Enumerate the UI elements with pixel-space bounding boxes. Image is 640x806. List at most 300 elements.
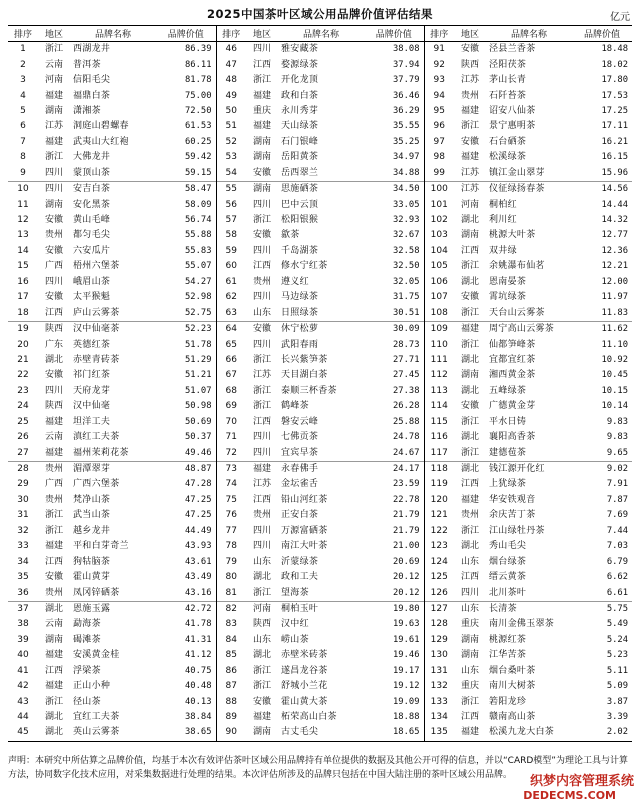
table-row (8, 477, 632, 492)
cell-rank: 39 (17, 634, 29, 645)
cell-rank: 92 (433, 59, 445, 70)
table-row (8, 445, 632, 461)
cell-name: 平水日铸 (489, 416, 527, 427)
cell-name: 仪征绿扬春茶 (486, 181, 572, 197)
cell-value: 52.23 (156, 321, 216, 337)
cell-region: 湖南 (460, 634, 479, 645)
cell-name: 烟台桑叶茶 (489, 665, 536, 676)
cell-rank: 99 (433, 167, 445, 178)
cell-value: 51.21 (156, 368, 216, 383)
cell-name: 马边绿茶 (281, 292, 319, 303)
cell-rank: 122 (430, 525, 448, 536)
cell-value: 19.09 (364, 694, 424, 709)
cell-rank: 104 (430, 245, 448, 256)
cell-value: 21.79 (364, 508, 424, 523)
cell-rank: 113 (430, 385, 448, 396)
cell-name: 千岛湖茶 (281, 245, 319, 256)
cell-value: 49.46 (156, 445, 216, 461)
table-row (8, 570, 632, 585)
cell-rank: 119 (430, 479, 448, 490)
cell-name: 七佛贡茶 (281, 432, 319, 443)
cell-rank: 44 (17, 712, 29, 723)
cell-name: 宜宾早茶 (281, 447, 319, 458)
cell-rank: 8 (20, 152, 26, 163)
cell-name: 万源富硒茶 (281, 525, 328, 536)
cell-region: 湖北 (44, 354, 63, 365)
cell-name: 凤冈锌硒茶 (73, 587, 120, 598)
cell-name: 南川大树茶 (489, 681, 536, 692)
cell-value: 19.46 (364, 648, 424, 663)
cell-rank: 66 (225, 354, 237, 365)
cell-value: 3.39 (606, 712, 628, 723)
cell-region: 浙江 (44, 696, 63, 707)
cell-rank: 58 (225, 230, 237, 241)
cell-name: 沂蒙绿茶 (281, 556, 319, 567)
cell-rank: 29 (17, 479, 29, 490)
cell-name: 天山绿茶 (281, 121, 319, 132)
cell-region: 浙江 (44, 525, 63, 536)
cell-rank: 78 (225, 541, 237, 552)
cell-rank: 40 (17, 650, 29, 661)
cell-value: 41.12 (156, 648, 216, 663)
cell-region: 江苏 (460, 167, 479, 178)
cell-value: 27.45 (364, 368, 424, 383)
cell-region: 江苏 (44, 121, 63, 132)
cell-name: 岳阳黄茶 (281, 152, 319, 163)
cell-region: 福建 (252, 121, 271, 132)
cell-value: 51.29 (156, 353, 216, 368)
cell-name: 赣南高山茶 (489, 712, 536, 723)
cell-name: 景宁惠明茶 (489, 121, 536, 132)
cell-value: 50.98 (156, 399, 216, 414)
cell-value: 14.32 (601, 215, 628, 226)
cell-rank: 126 (430, 587, 448, 598)
table-row (8, 197, 632, 212)
cell-region: 四川 (38, 181, 70, 197)
cell-value: 16.15 (601, 152, 628, 163)
cell-region: 四川 (252, 432, 271, 443)
cell-name: 北川茶叶 (489, 587, 527, 598)
cell-rank: 36 (17, 587, 29, 598)
cell-name: 西湖龙井 (73, 44, 111, 55)
cell-region: 福建 (44, 416, 63, 427)
cell-region: 江西 (252, 261, 271, 272)
cell-region: 重庆 (460, 681, 479, 692)
cell-name: 金坛雀舌 (281, 479, 319, 490)
cell-name: 普洱茶 (73, 59, 101, 70)
cell-name: 霍山黄芽 (73, 572, 111, 583)
table-row (8, 461, 632, 477)
cell-value: 20.12 (364, 585, 424, 601)
cell-rank: 64 (216, 321, 246, 337)
cell-rank: 47 (225, 59, 237, 70)
cell-name: 广西六堡茶 (73, 479, 120, 490)
cell-name: 思施硒茶 (278, 181, 364, 197)
cell-rank: 84 (225, 634, 237, 645)
cell-rank: 22 (17, 370, 29, 381)
cell-region: 贵州 (44, 230, 63, 241)
cell-region: 四川 (252, 245, 271, 256)
cell-rank: 51 (225, 121, 237, 132)
cell-rank: 129 (430, 634, 448, 645)
cell-region: 浙江 (460, 696, 479, 707)
cell-rank: 100 (424, 181, 454, 197)
cell-value: 32.67 (364, 228, 424, 243)
table-row (8, 524, 632, 539)
cell-rank: 5 (20, 105, 26, 116)
cell-region: 贵州 (44, 494, 63, 505)
cell-rank: 98 (433, 152, 445, 163)
watermark-text: 织梦内容管理系统 (529, 774, 634, 789)
cell-region: 河南 (460, 199, 479, 210)
cell-region: 陕西 (38, 321, 70, 337)
cell-region: 四川 (252, 44, 271, 55)
cell-region: 陕西 (44, 401, 63, 412)
table-row (8, 601, 632, 617)
cell-name: 上犹绿茶 (489, 479, 527, 490)
cell-name: 太平猴魁 (73, 292, 111, 303)
cell-region: 湖北 (252, 572, 271, 583)
cell-value: 12.77 (601, 230, 628, 241)
cell-rank: 102 (430, 215, 448, 226)
cell-region: 安徽 (44, 245, 63, 256)
cell-region: 湖南 (44, 105, 63, 116)
cell-value: 15.96 (601, 167, 628, 178)
cell-region: 福建 (460, 727, 479, 738)
cell-value: 86.39 (156, 42, 216, 58)
cell-rank: 120 (430, 494, 448, 505)
cell-rank: 76 (225, 510, 237, 521)
cell-region: 安徽 (44, 215, 63, 226)
cell-name: 六安瓜片 (73, 245, 111, 256)
cell-rank: 94 (433, 90, 445, 101)
cell-value: 42.72 (156, 601, 216, 617)
cell-region: 福建 (44, 681, 63, 692)
cell-name: 政和白茶 (281, 90, 319, 101)
cell-region: 四川 (252, 447, 271, 458)
cell-rank: 17 (17, 292, 29, 303)
cell-value: 34.50 (364, 181, 424, 197)
cell-region: 江西 (44, 307, 63, 318)
cell-region: 贵州 (252, 510, 271, 521)
cell-name: 湄潭翠芽 (70, 461, 156, 477)
cell-name: 黄山毛峰 (73, 215, 111, 226)
cell-name: 华安铁观音 (489, 494, 536, 505)
cell-name: 石阡苔茶 (489, 90, 527, 101)
cell-value: 12.00 (601, 276, 628, 287)
cell-value: 12.21 (601, 261, 628, 272)
cell-rank: 15 (17, 261, 29, 272)
cell-name: 越乡龙井 (73, 525, 111, 536)
cell-rank: 91 (433, 44, 445, 55)
table-row (8, 554, 632, 569)
cell-name: 双井绿 (489, 245, 517, 256)
table-row (8, 617, 632, 632)
cell-value: 14.44 (601, 199, 628, 210)
cell-region: 江西 (460, 572, 479, 583)
cell-name: 庐山云雾茶 (73, 307, 120, 318)
cell-name: 浮梁茶 (73, 665, 101, 676)
cell-region: 四川 (44, 167, 63, 178)
cell-name: 石台硒茶 (489, 136, 527, 147)
cell-value: 10.14 (601, 401, 628, 412)
cell-rank: 25 (17, 416, 29, 427)
cell-region: 四川 (252, 541, 271, 552)
cell-rank: 103 (430, 230, 448, 241)
cell-rank: 109 (424, 321, 454, 337)
cell-name: 宜都宜红茶 (489, 354, 536, 365)
cell-value: 5.24 (606, 634, 628, 645)
cell-rank: 24 (17, 401, 29, 412)
cell-rank: 106 (430, 276, 448, 287)
cell-name: 江华苦茶 (489, 650, 527, 661)
cell-value: 47.25 (156, 493, 216, 508)
cell-rank: 19 (8, 321, 38, 337)
cell-value: 18.48 (601, 44, 628, 55)
cell-rank: 80 (225, 572, 237, 583)
cell-rank: 28 (8, 461, 38, 477)
cell-name: 正安白茶 (281, 510, 319, 521)
cell-value: 24.78 (364, 430, 424, 445)
cell-region: 福建 (44, 447, 63, 458)
cell-region: 浙江 (460, 307, 479, 318)
cell-value: 9.83 (606, 432, 628, 443)
cell-value: 9.02 (572, 461, 632, 477)
cell-value: 21.00 (364, 539, 424, 554)
cell-rank: 16 (17, 276, 29, 287)
table-row (8, 305, 632, 321)
cell-rank: 12 (17, 215, 29, 226)
cell-rank: 135 (430, 727, 448, 738)
cell-region: 江西 (460, 245, 479, 256)
cell-region: 安徽 (252, 167, 271, 178)
cell-rank: 114 (430, 401, 448, 412)
cell-name: 宜红工夫茶 (73, 712, 120, 723)
cell-name: 五峰绿茶 (489, 385, 527, 396)
cell-region: 安徽 (252, 230, 271, 241)
cell-region: 安徽 (460, 44, 479, 55)
cell-name: 镇江金山翠芽 (489, 167, 545, 178)
cell-value: 19.12 (364, 679, 424, 694)
cell-region: 浙江 (252, 354, 271, 365)
table-row (8, 259, 632, 274)
cell-region: 浙江 (252, 587, 271, 598)
cell-value: 27.38 (364, 384, 424, 399)
cell-value: 10.15 (601, 385, 628, 396)
cell-name: 巴中云顶 (281, 199, 319, 210)
cell-rank: 20 (17, 339, 29, 350)
cell-region: 浙江 (44, 510, 63, 521)
cell-rank: 3 (20, 75, 26, 86)
cell-value: 10.92 (601, 354, 628, 365)
cell-name: 松溪绿茶 (489, 152, 527, 163)
cell-rank: 125 (430, 572, 448, 583)
cell-rank: 101 (430, 199, 448, 210)
table-row (8, 104, 632, 119)
cell-rank: 131 (430, 665, 448, 676)
cell-region: 湖北 (460, 215, 479, 226)
table-body (8, 42, 632, 742)
cell-name: 烟台绿茶 (489, 556, 527, 567)
cell-rank: 90 (225, 727, 237, 738)
table-row (8, 539, 632, 554)
cell-region: 江苏 (252, 370, 271, 381)
cell-name: 梵净山茶 (73, 494, 111, 505)
cell-name: 汉中仙毫 (73, 401, 111, 412)
cell-name: 福州茉莉花茶 (73, 447, 129, 458)
cell-region: 湖南 (252, 152, 271, 163)
cell-value: 17.11 (601, 121, 628, 132)
cell-rank: 56 (225, 199, 237, 210)
cell-value: 30.09 (364, 321, 424, 337)
cell-value: 55.83 (156, 244, 216, 259)
cell-name: 正山小种 (73, 681, 111, 692)
cell-rank: 132 (430, 681, 448, 692)
cell-value: 47.25 (156, 508, 216, 523)
cell-rank: 110 (430, 339, 448, 350)
cell-name: 泾阳茯茶 (489, 59, 527, 70)
cell-region: 江西 (460, 479, 479, 490)
cell-region: 福建 (460, 105, 479, 116)
cell-region: 江苏 (454, 181, 486, 197)
cell-region: 四川 (252, 292, 271, 303)
cell-rank: 45 (17, 727, 29, 738)
cell-region: 广东 (44, 339, 63, 350)
table-row (8, 290, 632, 305)
cell-rank: 133 (430, 696, 448, 707)
cell-value: 16.21 (601, 136, 628, 147)
cell-region: 广西 (44, 261, 63, 272)
cell-region: 浙江 (252, 75, 271, 86)
table-row (8, 710, 632, 725)
cell-value: 19.17 (364, 664, 424, 679)
cell-rank: 33 (17, 541, 29, 552)
cell-rank: 27 (17, 447, 29, 458)
cell-rank: 41 (17, 665, 29, 676)
cell-value: 75.00 (156, 88, 216, 103)
cell-region: 浙江 (460, 261, 479, 272)
header-rank: 排序 (8, 26, 38, 42)
cell-value: 34.88 (364, 166, 424, 182)
cell-value: 2.02 (606, 727, 628, 738)
cell-region: 云南 (44, 59, 63, 70)
cell-region: 山东 (460, 556, 479, 567)
cell-region: 浙江 (460, 416, 479, 427)
cell-value: 43.61 (156, 554, 216, 569)
header-region: 地区 (38, 26, 70, 42)
cell-region: 浙江 (252, 665, 271, 676)
cell-region: 福建 (44, 650, 63, 661)
cell-value: 23.59 (364, 477, 424, 492)
cell-name: 天台山云雾茶 (489, 307, 545, 318)
header-value: 品牌价值 (156, 26, 216, 42)
cell-value: 10.45 (601, 370, 628, 381)
table-row (8, 57, 632, 72)
cell-value: 18.02 (601, 59, 628, 70)
cell-region: 湖北 (44, 712, 63, 723)
cell-region: 湖北 (460, 541, 479, 552)
cell-rank: 82 (216, 601, 246, 617)
cell-value: 5.49 (606, 619, 628, 630)
cell-value: 41.78 (156, 617, 216, 632)
cell-name: 松阳银猴 (281, 215, 319, 226)
table-row (8, 88, 632, 103)
cell-name: 磐安云峰 (281, 416, 319, 427)
cell-name: 仙都笋峰茶 (489, 339, 536, 350)
cell-region: 山东 (460, 665, 479, 676)
cell-value: 50.69 (156, 415, 216, 430)
cell-rank: 46 (225, 44, 237, 55)
cell-value: 11.62 (572, 321, 632, 337)
cell-region: 福建 (44, 136, 63, 147)
cell-rank: 1 (20, 44, 26, 55)
cell-name: 霄坑绿茶 (489, 292, 527, 303)
cell-rank: 96 (433, 121, 445, 132)
cell-value: 55.88 (156, 228, 216, 243)
cell-region: 福建 (44, 541, 63, 552)
cell-value: 25.88 (364, 415, 424, 430)
cell-rank: 37 (8, 601, 38, 617)
cell-name: 霍山黄大茶 (281, 696, 328, 707)
table-row (8, 135, 632, 150)
cell-rank: 35 (17, 572, 29, 583)
cell-name: 英德红茶 (73, 339, 111, 350)
cell-value: 32.58 (364, 244, 424, 259)
cell-name: 赤壁米砖茶 (281, 650, 328, 661)
cell-name: 桃源红茶 (489, 634, 527, 645)
cell-value: 5.75 (572, 601, 632, 617)
cell-value: 38.08 (364, 42, 424, 58)
cell-region: 陕西 (460, 59, 479, 70)
cell-value: 20.12 (364, 570, 424, 585)
cell-name: 梧州六堡茶 (73, 261, 120, 272)
cell-value: 41.31 (156, 633, 216, 648)
cell-value: 7.87 (606, 494, 628, 505)
cell-rank: 57 (225, 215, 237, 226)
cell-name: 望海茶 (281, 587, 309, 598)
cell-value: 36.29 (364, 104, 424, 119)
cell-region: 安徽 (44, 572, 63, 583)
cell-value: 7.69 (606, 510, 628, 521)
cell-name: 狗牯脑茶 (73, 556, 111, 567)
cell-value: 33.05 (364, 197, 424, 212)
cell-rank: 118 (424, 461, 454, 477)
header-value: 品牌价值 (364, 26, 424, 42)
cell-name: 政和工夫 (281, 572, 319, 583)
cell-value: 40.13 (156, 694, 216, 709)
cell-name: 泰顺三杯香茶 (281, 385, 337, 396)
cell-region: 湖南 (460, 650, 479, 661)
cell-value: 17.80 (601, 75, 628, 86)
cell-name: 福鼎白茶 (73, 90, 111, 101)
cell-value: 38.84 (156, 710, 216, 725)
cell-value: 5.23 (606, 650, 628, 661)
cell-region: 江苏 (252, 479, 271, 490)
cell-name: 诏安八仙茶 (489, 105, 536, 116)
cell-name: 桐柏玉叶 (278, 601, 364, 617)
cell-rank: 14 (17, 245, 29, 256)
cell-rank: 75 (225, 494, 237, 505)
cell-rank: 42 (17, 681, 29, 692)
cell-region: 河南 (44, 75, 63, 86)
table-row (8, 181, 632, 197)
cell-region: 江西 (252, 494, 271, 505)
cell-rank: 115 (430, 416, 448, 427)
table-row (8, 213, 632, 228)
cell-value: 9.65 (606, 447, 628, 458)
cell-rank: 83 (225, 619, 237, 630)
table-row (8, 337, 632, 352)
